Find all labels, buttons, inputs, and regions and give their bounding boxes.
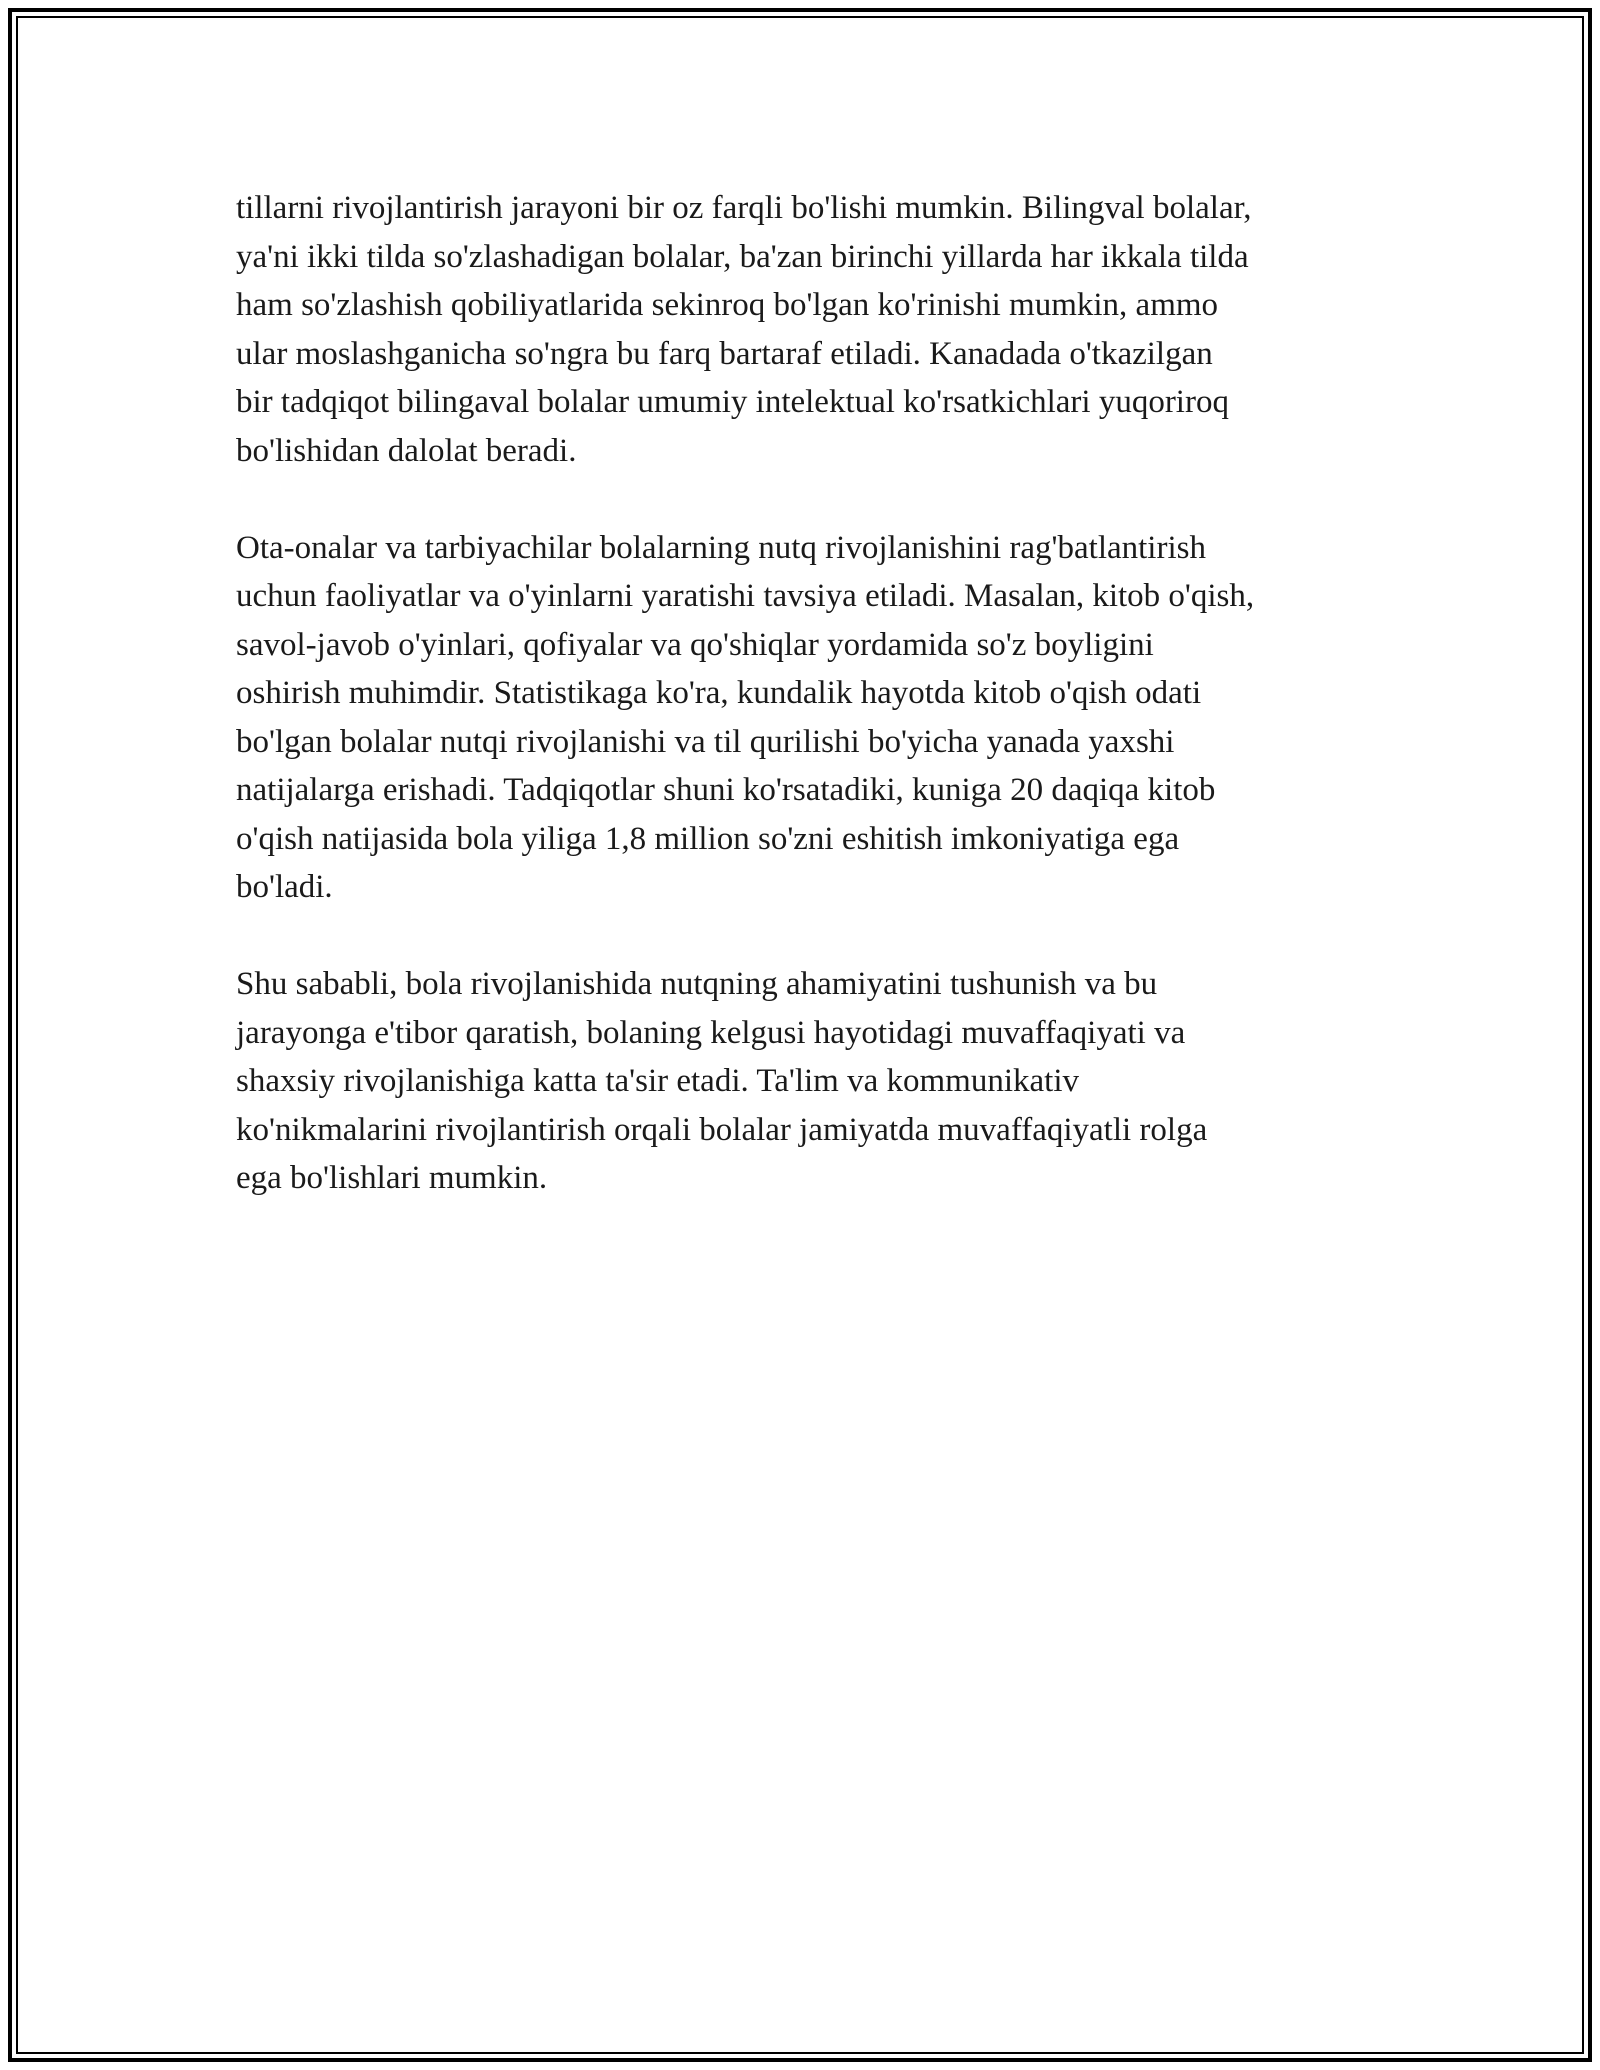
document-body [236,184,1386,1251]
paragraph-bilingual-children: tillarni rivojlantirish jarayoni bir oz farqli bo'lishi mumkin. Bilingval bolalar, ya'ni ikki tilda so'zlashadigan bolalar, ba'zan birinchi yillarda har ikkala tilda ham so'zlashish qobiliyatlarida sekinroq bo'lgan ko'rinishi mumkin, ammo ular moslashganicha so'ngra bu farq bartaraf etiladi. Kanadada o'tkazilgan bir tadqiqot bilingaval bolalar umumiy intelektual ko'rsatkichlari yuqoriroq bo'lishidan dalolat beradi. [236,190,1252,469]
paragraph-conclusion: Shu sababli, bola rivojlanishida nutqning ahamiyatini tushunish va bu jarayonga e'tibor qaratish, bolaning kelgusi hayotidagi muvaffaqiyati va shaxsiy rivojlanishiga katta ta'sir etadi. Ta'lim va kommunikativ ko'nikmalarini rivojlantirish orqali bolalar jamiyatda muvaffaqiyatli rolga ega bo'lishlari mumkin. [236,966,1208,1196]
paragraph-parents-recommendations: Ota-onalar va tarbiyachilar bolalarning nutq rivojlanishini rag'batlantirish uchun faoliyatlar va o'yinlarni yaratishi tavsiya etiladi. Masalan, kitob o'qish, savol-javob o'yinlari, qofiyalar va qo'shiqlar yordamida so'z boyligini oshirish muhimdir. Statistikaga ko'ra, kundalik hayotda kitob o'qish odati bo'lgan bolalar nutqi rivojlanishi va til qurilishi bo'yicha yanada yaxshi natijalarga erishadi. Tadqiqotlar shuni ko'rsatadiki, kuniga 20 daqiqa kitob o'qish natijasida bola yiliga 1,8 million so'zni eshitish imkoniyatiga ega bo'ladi. [236,529,1255,905]
